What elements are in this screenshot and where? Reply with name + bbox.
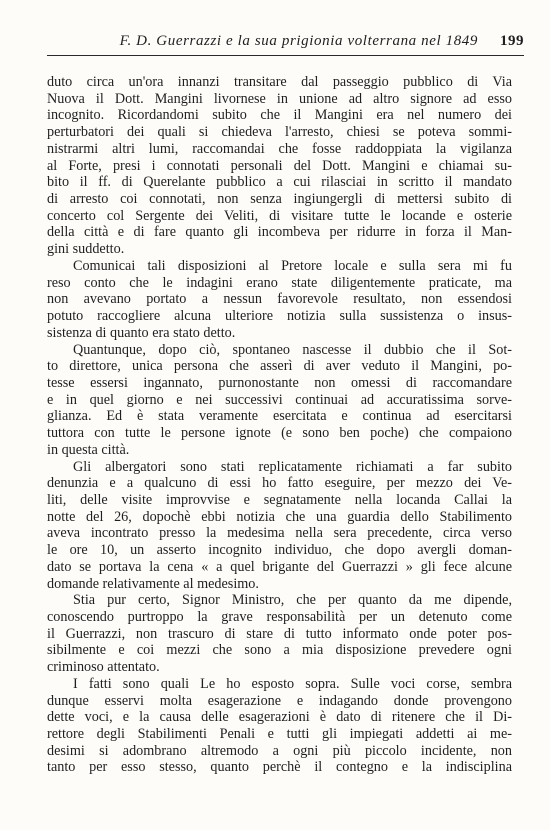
text-line: non avevano portato a nessun favorevole resultato, non essendosi <box>47 291 512 308</box>
text-line: tesse essersi ingannato, purnonostante non omessi di raccomandare <box>47 374 512 391</box>
text-line: Comunicai tali disposizioni al Pretore locale e sulla sera mi fu <box>73 257 512 274</box>
text-line: al Forte, presi i connotati personali del Dott. Mangini e chiamai su- <box>47 157 512 174</box>
text-line: perturbatori dei quali si chiedeva l'arresto, chiesi se poteva sommi- <box>47 124 512 141</box>
text-line: di arresto coi connotati, non senza ingiungergli di mettersi subito di <box>47 191 512 208</box>
text-line: sibilmente e coi mezzi che sono a mia disposizione prevedere ogni <box>47 642 512 659</box>
text-line: dunque esservi molta esagerazione e indagando donde provengono <box>47 692 512 709</box>
text-line: concerto col Sergente dei Veliti, di visitare tutte le locande e osterie <box>47 207 512 224</box>
text-line: Gli albergatori sono stati replicatamente richiamati a far subito <box>73 458 512 475</box>
text-line: conoscendo purtroppo la grave responsabilità per un detenuto come <box>47 609 512 625</box>
text-line: Quantunque, dopo ciò, spontaneo nascesse il dubbio che il Sot- <box>73 341 512 358</box>
text-line: rettore degli Stabilimenti Penali e tutti gli impiegati addetti ai me- <box>47 726 512 743</box>
page-number: 199 <box>500 33 524 49</box>
text-line: e in quel giorno e nei successivi continuai ad accuratissima sorve- <box>47 391 512 408</box>
text-line: il Guerrazzi, non trascuro di stare di tutto informato onde poter pos- <box>47 625 512 642</box>
text-line: Nuova il Dott. Mangini livornese in unione ad altro signore ad esso <box>47 90 512 107</box>
text-line: gini suddetto. <box>47 241 125 258</box>
text-line: glianza. Ed è stata veramente esercitata e continua ad esercitarsi <box>47 408 512 425</box>
text-line: criminoso attentato. <box>47 659 160 676</box>
text-line: I fatti sono quali Le ho esposto sopra. Sulle voci corse, sembra <box>73 675 512 692</box>
text-line: tuttora con tutte le persone ignote (e sono ben poche) che compaiono <box>47 425 512 442</box>
text-line: della città e di fare quanto gli incombeva per ridurre in forza il Man- <box>47 224 512 241</box>
text-line: notte del 26, dopochè ebbi notizia che una guardia dello Stabilimento <box>47 508 512 525</box>
text-line: dato se portava la cena « a quel brigante del Guerrazzi » gli fece alcune <box>47 558 512 575</box>
text-line: Stia pur certo, Signor Ministro, che per quanto da me dipende, <box>73 592 512 609</box>
text-line: to direttore, unica persona che asserì di aver veduto il Mangini, po- <box>47 358 512 375</box>
text-line: reso conto che le indagini erano state diligentemente praticate, ma <box>47 274 512 291</box>
text-line: liti, delle visite improvvise e segnatamente nella locanda Callai la <box>47 491 512 508</box>
text-line: incognito. Ricordandomi subito che il Mangini era nel numero dei <box>47 107 512 124</box>
text-line: desimi si adombrano altremodo a ogni più piccolo incidente, non <box>47 742 512 759</box>
text-line: denunzia e a qualcuno di essi ho fatto eseguire, per mezzo dei Ve- <box>47 475 512 492</box>
text-line: aveva incontrato presso la medesima nella sera precedente, circa verso <box>47 525 512 542</box>
text-line: le ore 10, un asserto incognito individuo, che dopo avergli doman- <box>47 542 512 559</box>
text-line: dette voci, e la causa delle esagerazioni è dato di ritenere che il Di- <box>47 709 512 726</box>
text-line: tanto per esso stesso, quanto perchè il contegno e la indisciplina <box>47 759 512 776</box>
text-line: in questa città. <box>47 441 130 458</box>
text-line: sistenza di quanto era stato detto. <box>47 324 236 341</box>
text-line: potuto raccogliere alcuna ulteriore notizia sulla sussistenza o insus- <box>47 308 512 325</box>
running-title: F. D. Guerrazzi e la sua prigionia volterrana nel 1849 <box>119 33 478 49</box>
text-line: nistrarmi altri lumi, raccomandai che fosse raddoppiata la vigilanza <box>47 140 512 157</box>
text-line: duto circa un'ora innanzi transitare dal passeggio pubblico di Via <box>47 74 512 90</box>
text-line: domande relativamente al medesimo. <box>47 575 259 592</box>
text-line: bito il ff. di Querelante pubblico a cui rilasciai in scritto il mandato <box>47 174 512 191</box>
running-header <box>47 33 524 56</box>
body-text <box>47 74 512 776</box>
